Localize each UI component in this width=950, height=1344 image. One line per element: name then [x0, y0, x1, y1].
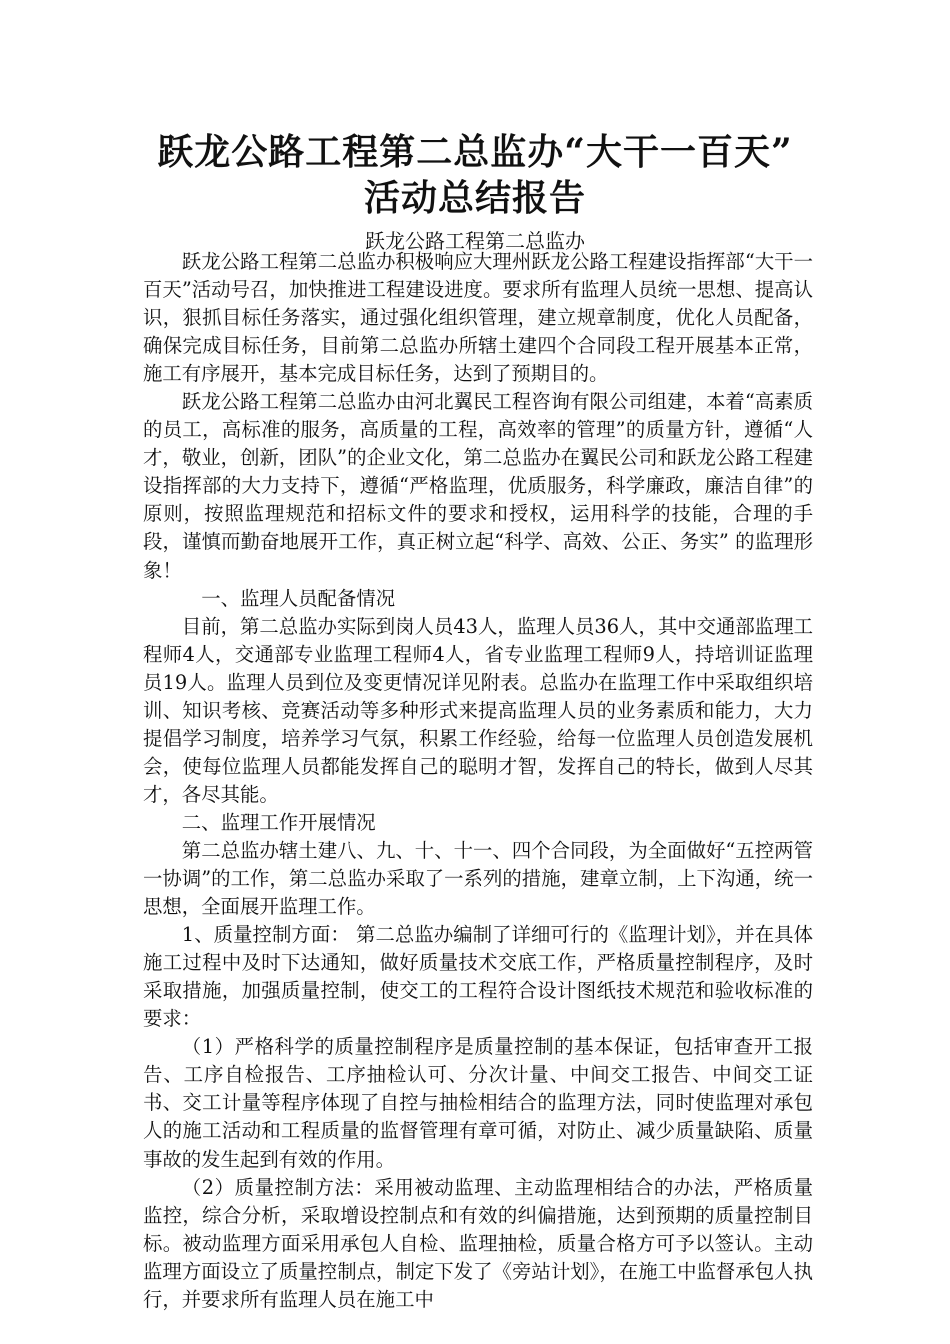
document-body [143, 248, 813, 1314]
author-organization: 跃龙公路工程第二总监办 [365, 229, 585, 253]
document-title-line-2: 活动总结报告 [363, 177, 586, 219]
work-paragraph: 第二总监办辖土建八、九、十、十一、四个合同段，为全面做好“五控两管一协调”的工作，第二总监办采取了一系列的措施，建章立制，上下沟通，统一思想，全面展开监理工作。 [143, 838, 813, 919]
staffing-paragraph: 目前，第二总监办实际到岗人员43人，监理人员36人，其中交通部监理工程师4人，交通部专业监理工程师4人，省专业监理工程师9人，持培训证监理员19人。监理人员到位及变更情况详见附表。总监办在监理工作中采取组织培训、知识考核、竞赛活动等多种形式来提高监理人员的业务素质和能力，大力提倡学习制度，培养学习气氛，积累工作经验，给每一位监理人员创造发展机会，使每位监理人员都能发挥自己的聪明才智，发挥自己的特长，做到人尽其才，各尽其能。 [143, 614, 813, 806]
section-heading-staffing: 一、监理人员配备情况 [201, 586, 396, 610]
intro-paragraph: 跃龙公路工程第二总监办积极响应大理州跃龙公路工程建设指挥部“大干一百天”活动号召，加快推进工程建设进度。要求所有监理人员统一思想、提高认识，狠抓目标任务落实，通过强化组织管理，建立规章制度，优化人员配备，确保完成目标任务，目前第二总监办所辖土建四个合同段工程开展基本正常，施工有序展开，基本完成目标任务，达到了预期目的。 [143, 250, 813, 386]
quality-control-paragraph: 1、质量控制方面： 第二总监办编制了详细可行的《监理计划》，并在具体施工过程中及时下达通知，做好质量技术交底工作，严格质量控制程序，及时采取措施，加强质量控制，使交工的工程符合设计图纸技术规范和验收标准的要求： [143, 923, 813, 1031]
document-title-line-1: 跃龙公路工程第二总监办“大干一百天” [157, 131, 793, 173]
quality-item-1-paragraph: （1）严格科学的质量控制程序是质量控制的基本保证，包括审查开工报告、工序自检报告、工序抽检认可、分次计量、中间交工报告、中间交工证书、交工计量等程序体现了自控与抽检相结合的监理方法，同时使监理对承包人的施工活动和工程质量的监督管理有章可循，对防止、减少质量缺陷、质量事故的发生起到有效的作用。 [143, 1035, 813, 1171]
quality-item-2-paragraph: （2）质量控制方法：采用被动监理、主动监理相结合的办法，严格质量监控，综合分析，采取增设控制点和有效的纠偏措施，达到预期的质量控制目标。被动监理方面采用承包人自检、监理抽检，质量合格方可予以签认。主动监理方面设立了质量控制点，制定下发了《旁站计划》，在施工中监督承包人执行，并要求所有监理人员在施工中 [143, 1175, 813, 1311]
company-paragraph: 跃龙公路工程第二总监办由河北翼民工程咨询有限公司组建，本着“高素质的员工，高标准的服务，高质量的工程，高效率的管理”的质量方针，遵循“人才，敬业，创新，团队”的企业文化，第二总监办在翼民公司和跃龙公路工程建设指挥部的大力支持下，遵循“严格监理，优质服务，科学廉政，廉洁自律”的原则，按照监理规范和招标文件的要求和授权，运用科学的技能，合理的手段，谨慎而勤奋地展开工作，真正树立起“科学、高效、公正、务实” 的监理形象！ [143, 390, 813, 582]
section-heading-work: 二、监理工作开展情况 [181, 810, 376, 834]
